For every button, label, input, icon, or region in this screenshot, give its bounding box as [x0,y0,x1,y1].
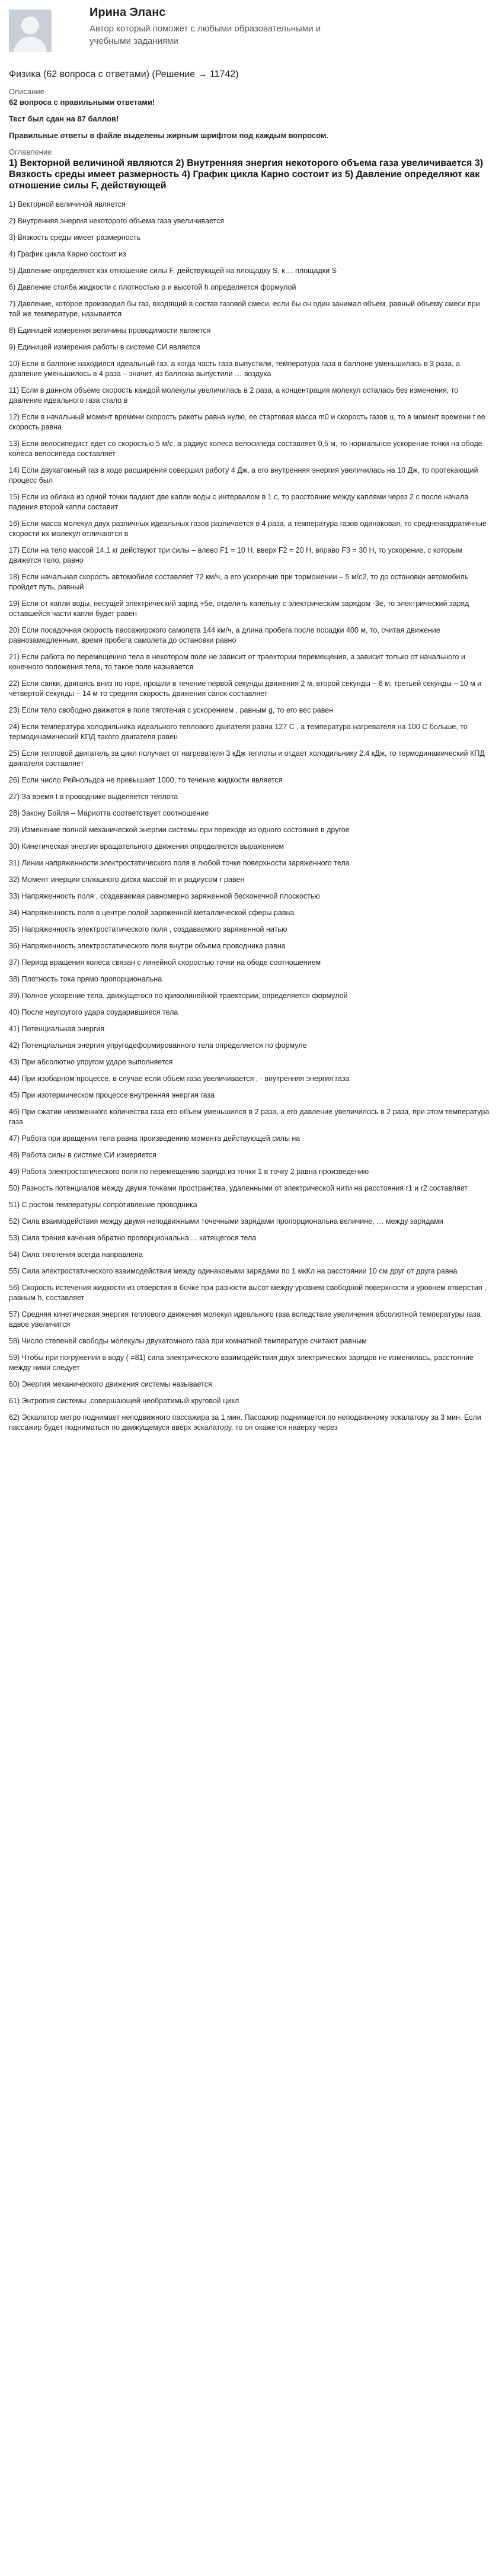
question-item: 44) При изобарном процессе, в случае если объем газа увеличивается , - внутренняя энергия газа [9,1074,350,1083]
description-label: Описание [9,87,44,96]
question-item: 54) Сила тяготения всегда направлена [9,1250,143,1259]
question-item: 14) Если двухатомный газ в ходе расширения совершил работу 4 Дж, а его внутренняя энергия увеличилась на 10 Дж, то протекающий процесс был [9,466,478,485]
question-item: 39) Полное ускорение тела, движущегося по криволинейной траектории, определяется формулой [9,992,348,1000]
description-line: Тест был сдан на 87 баллов! [9,114,119,123]
question-item: 17) Если на тело массой 14,1 кг действуют три силы – влево F1 = 10 Н, вверх F2 = 20 Н, вправо F3 = 30 Н, то ускорение, с которым движется тело, равно [9,546,463,564]
question-item: 50) Разность потенциалов между двумя точками пространства, удаленными от электрической нити на расстояния r1 и r2 составляет [9,1184,468,1192]
question-item: 4) График цикла Карно состоит из [9,250,126,258]
question-item: 40) После неупругого удара соударившиеся тела [9,1008,178,1016]
toc-label: Оглавление [9,147,52,156]
question-item: 7) Давление, которое производил бы газ, входящий в состав газовой смеси, если бы он один занимал объем, равный объему смеси при той же температуре, называется [9,300,480,318]
question-item: 19) Если от капли воды, несущей электрический заряд +5е, отделить капельку с электрическим зарядом -3е, то электрический заряд оставшейся части капли будет равен [9,599,469,618]
question-item: 32) Момент инерции сплошного диска массой m и радиусом r равен [9,875,245,884]
question-item: 25) Если тепловой двигатель за цикл получает от нагревателя 3 кДж теплоты и отдает холодильнику 2,4 кДж, то термодинамический КПД двигателя составляет [9,749,485,768]
question-item: 20) Если посадочная скорость пассажирского самолета 144 км/ч, а длина пробега после посадки 400 м, то, считая движение равнозамедленным, время пробега самолета до остановки равно [9,626,440,644]
question-item: 58) Число степеней свободы молекулы двухатомного газа при комнатной температуре считают равным [9,1337,367,1345]
question-item: 1) Векторной величиной является [9,200,126,208]
question-item: 16) Если масса молекул двух различных идеальных газов различается в 4 раза, а температура газов одинаковая, то среднеквадратичные скорости их молекул отличаются в [9,519,487,538]
question-item: 8) Единицей измерения величины проводимости является [9,326,211,335]
description-line: 62 вопроса с правильными ответами! [9,98,155,107]
toc-headline: 1) Векторной величиной являются 2) Внутренняя энергия некоторого объема газа увеличивается 3) Вязкость среды имеет размерность 4) График цикла Карно состоит из 5) Давление определяют как отношение силы F, действующей [9,158,484,191]
question-item: 59) Чтобы при погружении в воду ( =81) сила электрического взаимодействия двух электрических зарядов не изменилась, расстояние между ними следует [9,1353,474,1372]
question-item: 12) Если в начальный момент времени скорость ракеты равна нулю, ее стартовая масса m0 и скорость газов u, то в момент времени t ее скорость равна [9,413,485,431]
question-item: 53) Сила трения качения обратно пропорциональна ... катящегося тела [9,1234,257,1242]
question-item: 36) Напряженность электростатического поля внутри объема проводника равна [9,942,286,950]
question-item: 38) Плотность тока прямо пропорциональна [9,975,162,983]
question-item: 31) Линии напряженности электростатического поля в любой точке поверхности заряженного тела [9,859,350,867]
question-item: 42) Потенциальная энергия упругодеформированного тела определяется по формуле [9,1041,307,1050]
question-item: 47) Работа при вращении тела равна произведению момента действующей силы на [9,1134,300,1143]
question-item: 22) Если санки, двигаясь вниз по горе, прошли в течение первой секунды движения 2 м, второй секунды – 6 м, третьей секунды – 10 м и четвертой секунды – 14 м то средняя скорость движения санок составляет [9,679,482,698]
question-item: 5) Давление определяют как отношение силы F, действующей на площадку S, к ... площадки S [9,267,337,275]
question-item: 55) Сила электростатического взаимодействия между одинаковыми зарядами по 1 мкКл на расстоянии 10 см друг от друга равна [9,1267,458,1275]
question-item: 57) Средняя кинетическая энергия теплового движения молекул идеального газа вследствие увеличения абсолютной температуры газа вдвое увеличится [9,1310,481,1329]
question-item: 49) Работа электростатического поля по перемещению заряда из точки 1 в точку 2 равна произведению [9,1167,369,1176]
question-item: 51) С ростом температуры сопротивление проводника [9,1201,197,1209]
question-item: 56) Скорость истечения жидкости из отверстия в бочке при разности высот между уровнем свободной поверхности и уровнем отверстия , равным h, составляет [9,1284,487,1302]
question-item: 2) Внутренняя энергия некоторого объема газа увеличивается [9,217,225,225]
question-item: 33) Напряженность поля , создаваемая равномерно заряженной бесконечной плоскостью [9,892,320,900]
author-description: Автор который поможет с любыми образовательными и учебными заданиями [89,24,321,46]
question-list [9,200,493,1433]
question-item: 24) Если температура холодильника идеального теплового двигателя равна 127 С , а температура нагревателя на 100 С больше, то термодинамический КПД такого двигателя равен [9,723,468,741]
question-item: 9) Единицей измерения работы в системе СИ является [9,343,200,351]
question-item: 23) Если тело свободно движется в поле тяготения с ускорением , равным g, то его вес равен [9,706,334,714]
author-info [89,5,338,47]
question-item: 35) Напряженность электростатического поля , создаваемого заряженной нитью [9,925,287,933]
avatar-body-shape [14,37,47,52]
question-item: 18) Если начальная скорость автомобиля составляет 72 км/ч, а его ускорение при торможении – 5 м/с2, то до остановки автомобиль пройдет путь, равный [9,573,469,591]
question-item: 10) Если в баллоне находился идеальный газ, а когда часть газа выпустили, температура газа в баллоне уменьшилась в 3 раза, а давление уменьшилось в 4 раза – значит, из баллона выпустили … воздуха [9,360,461,378]
question-item: 41) Потенциальная энергия [9,1025,105,1033]
question-item: 27) За время t в проводнике выделяется теплота [9,793,178,801]
question-item: 28) Закону Бойля – Мариотта соответствует соотношение [9,809,209,817]
question-item: 37) Период вращения колеса связан с линейной скоростью точки на ободе соотношением [9,958,321,967]
question-item: 45) При изотермическом процессе внутренняя энергия газа [9,1091,215,1099]
question-item: 52) Сила взаимодействия между двумя неподвижными точечными зарядами пропорциональна величине, … между зарядами [9,1217,443,1226]
question-item: 34) Напряженность поля в центре полой заряженной металлической сферы равна [9,909,295,917]
author-header [9,0,493,69]
question-item: 43) При абсолютно упругом ударе выполняется [9,1058,173,1066]
description-line: Правильные ответы в файле выделены жирным шрифтом под каждым вопросом. [9,131,329,140]
question-item: 61) Энтропия системы ,совершающей необратимый круговой цикл [9,1397,239,1405]
question-item: 60) Энергия механического движения системы называется [9,1380,212,1388]
question-item: 13) Если велосипедист едет со скоростью 5 м/с, а радиус колеса велосипеда составляет 0,5 м, то нормальное ускорение точки на ободе колеса велосипеда составляет [9,440,482,458]
avatar-head-shape [21,17,39,34]
question-item: 6) Давление столба жидкости с плотностью ρ и высотой h определяется формулой [9,283,296,291]
author-name[interactable]: Ирина Эланс [89,6,166,19]
question-item: 11) Если в данном объеме скорость каждой молекулы увеличилась в 2 раза, а концентрация молекул осталась без изменения, то давление идеального газа стало в [9,386,459,405]
question-item: 3) Вязкость среды имеет размерность [9,233,141,242]
question-item: 15) Если из облака из одной точки падают две капли воды с интервалом в 1 с, то расстояние между каплями через 2 с после начала падения второй капли составит [9,493,469,511]
question-item: 26) Если число Рейнольдса не превышает 1000, то течение жидкости является [9,776,283,784]
question-item: 21) Если работа по перемещению тела в некотором поле не зависит от траектории перемещения, а зависит только от начального и конечного положения тела, то такое поле называется [9,653,465,671]
question-item: 29) Изменение полной механической энергии системы при переходе из одного состояния в другое [9,826,350,834]
avatar[interactable] [9,9,52,52]
question-item: 46) При сжатии неизменного количества газа его объем уменьшился в 2 раза, а его давление увеличилось в 2 раза, при этом температура газа [9,1108,490,1126]
question-item: 62) Эскалатор метро поднимает неподвижного пассажира за 1 мин. Пассажир поднимается по неподвижному эскалатору за 3 мин. Если пассажир будет подниматься по движущемуся вверх эскалатору, то он окажется наверху через [9,1413,481,1432]
question-item: 48) Работа силы в системе СИ измеряется [9,1151,156,1159]
question-item: 30) Кинетическая энергия вращательного движения определяется выражением [9,842,284,851]
document-title: Физика (62 вопроса с ответами) (Решение → 11742) [9,69,239,79]
